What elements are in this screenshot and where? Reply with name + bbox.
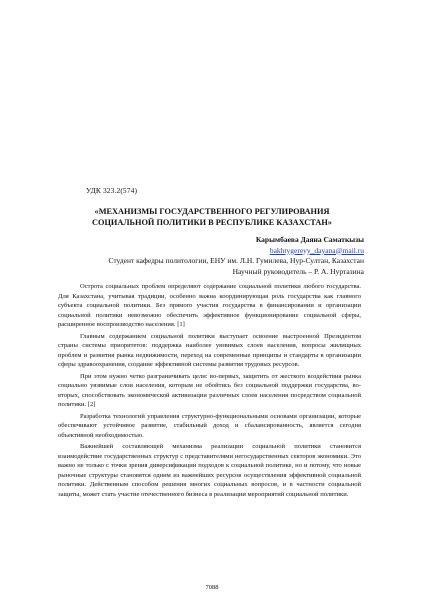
title-line: СОЦИАЛЬНОЙ ПОЛИТИКИ В РЕСПУБЛИКЕ КАЗАХСТАН» — [92, 218, 332, 227]
author-email-link[interactable]: bakhtygereyy_dayana@mail.ru — [269, 245, 364, 255]
title-line: «МЕХАНИЗМЫ ГОСУДАРСТВЕННОГО РЕГУЛИРОВАНИЯ — [94, 207, 330, 216]
paragraph: Важнейшей составляющей механизма реализации социальной политики становится взаимодействие государственных структур с представителями негосударственных секторов экономики. Это важно не только с точки зрения диверсификации подходов к социальной политике, но и потому, что новые рыночные структуры становятся одним из важнейших ресурсов осуществления эффективной социальной политики. Действенным способом решения многих социальных вопросов, и в частности социальной защиты, может стать участие отечественного бизнеса в реализации мероприятий социальной политики. — [58, 443, 361, 498]
author-block — [108, 235, 364, 277]
paragraph: Разработка технологий управления структурно-функциональными основами организации, которые обеспечивают устойчивое развитие, стабильный доход и сбалансированность, является сегодня объективной необходимостью. — [58, 412, 361, 439]
article-title — [90, 206, 334, 228]
scientific-supervisor: Научный руководитель – Р. А. Нуртазина — [232, 266, 364, 276]
author-name: Карымбаева Даяна Саматкызы — [255, 235, 364, 244]
author-affiliation: Студент кафедры политологии, ЕНУ им. Л.Н. Гумилева, Нур-Султан, Казахстан — [108, 256, 364, 265]
paragraph: Острота социальных проблем определяют содержание социальной политики любого государства. Для Казахстана, учитывая традиции, особенно важна координирующая роль государства как главного субъекта социальной политики. Без прямого участия государства в финансировании и организации социальной политики невозможно обеспечить эффективное функционирование социальной сферы, расширенное воспроизводство населения. [1] — [58, 283, 361, 328]
udk-code: УДК 323.2(574) — [86, 186, 138, 195]
article-body — [58, 282, 361, 501]
paragraph: Главным содержанием социальной политики выступает освоение выстроенной Президентом страны системы приоритетов: поддержка наиболее уязвимых слоев населения, вопросы жилищных проблем и развития рынка недвижимости, переход на современные принципы и стандарты в организации сферы здравоохранения, создание эффективной системы развития трудовых ресурсов. — [58, 332, 361, 368]
page-number: 7088 — [205, 584, 219, 591]
paragraph: При этом нужно четко разграничивать цели: во-первых, защитить от жесткого воздействия рынка социально уязвимые слои населения, которым не обойтись без социальной поддержки государства, во-вторых, способствовать экономической активизации различных слоев населения посредством социальной политики. [2] — [58, 372, 361, 408]
